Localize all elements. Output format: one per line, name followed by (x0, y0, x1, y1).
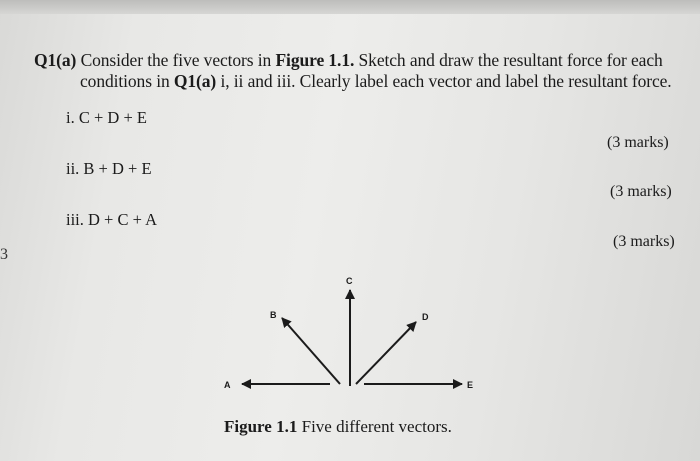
margin-mark: 3 (0, 246, 8, 263)
vector-b (282, 318, 340, 384)
item-i (66, 108, 147, 128)
question-text-part2: Sketch and draw the resultant force for each (358, 50, 663, 70)
label-c: C (346, 276, 353, 286)
item-i-marks: (3 marks) (607, 134, 669, 151)
label-a: A (224, 380, 231, 390)
question-text (34, 50, 684, 92)
question-line2-end: i, ii and iii. Clearly label each vector and label the resultant force. (220, 71, 672, 91)
label-d: D (422, 312, 429, 322)
item-ii-marks: (3 marks) (610, 183, 672, 200)
question-text-part1: Consider the five vectors in (80, 50, 272, 70)
item-iii-marks: (3 marks) (613, 233, 675, 250)
item-iii-roman: iii. (66, 210, 84, 229)
figure-caption (224, 417, 452, 437)
vector-d (356, 322, 416, 384)
question-number: Q1(a) (34, 50, 77, 70)
item-ii-roman: ii. (66, 159, 80, 178)
question-reference: Q1(a) (173, 71, 217, 91)
vector-figure (210, 268, 500, 398)
question-line2-start: conditions in (80, 71, 170, 91)
item-ii-expression: B + D + E (83, 159, 152, 178)
label-b: B (270, 310, 277, 320)
top-shadow (0, 0, 700, 14)
item-i-roman: i. (66, 108, 75, 127)
item-iii (66, 210, 157, 230)
item-i-expression: C + D + E (78, 108, 147, 127)
question-line-2 (34, 71, 684, 92)
item-iii-expression: D + C + A (88, 210, 158, 229)
figure-caption-ref: Figure 1.1 (224, 417, 298, 436)
label-e: E (467, 380, 474, 390)
figure-caption-text: Five different vectors. (301, 417, 452, 436)
item-ii (66, 159, 152, 179)
figure-reference: Figure 1.1. (275, 50, 355, 70)
